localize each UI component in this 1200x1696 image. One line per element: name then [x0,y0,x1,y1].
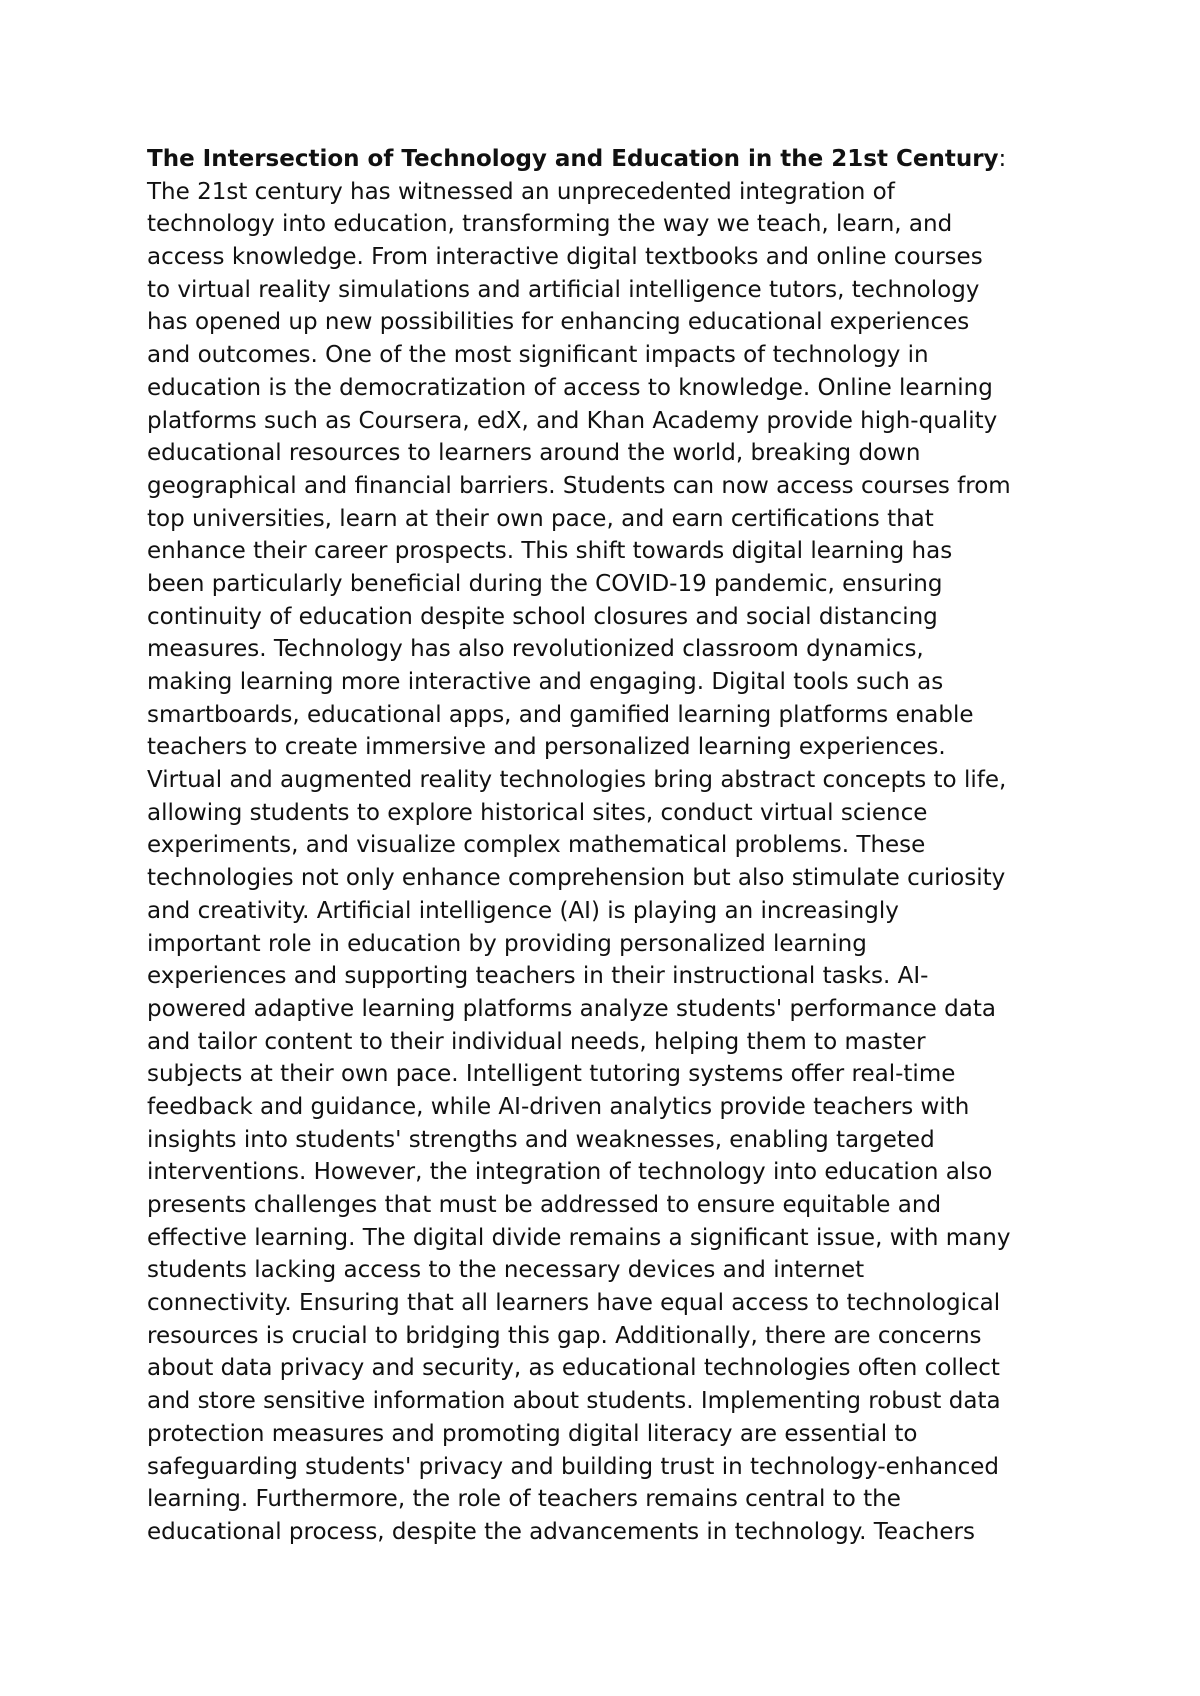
body-line: been particularly beneficial during the COVID-19 pandemic, ensuring [147,570,943,597]
body-line: effective learning. The digital divide remains a significant issue, with many [147,1224,1011,1251]
document-body [147,143,1087,1549]
title-colon: : [998,146,1007,172]
body-line: continuity of education despite school closures and social distancing [147,603,938,630]
body-line: access knowledge. From interactive digital textbooks and online courses [147,244,983,271]
body-line: interventions. However, the integration of technology into education also [147,1159,993,1186]
body-text [147,176,1087,1549]
body-line: about data privacy and security, as educational technologies often collect [147,1355,1000,1382]
title-line [147,143,1087,176]
body-line: technology into education, transforming the way we teach, learn, and [147,211,953,238]
body-line: allowing students to explore historical sites, conduct virtual science [147,799,928,826]
body-line: to virtual reality simulations and artificial intelligence tutors, technology [147,276,980,303]
body-line: resources is crucial to bridging this gap. Additionally, there are concerns [147,1322,982,1349]
body-line: powered adaptive learning platforms analyze students' performance data [147,995,996,1022]
body-line: making learning more interactive and engaging. Digital tools such as [147,669,944,695]
body-line: enhance their career prospects. This shift towards digital learning has [147,538,953,565]
body-line: and creativity. Artificial intelligence (AI) is playing an increasingly [147,897,899,924]
body-line: students lacking access to the necessary devices and internet [147,1257,865,1284]
body-line: top universities, learn at their own pace, and earn certifications that [147,505,934,532]
body-line: and outcomes. One of the most significant impacts of technology in [147,342,929,369]
body-line: smartboards, educational apps, and gamified learning platforms enable [147,701,974,728]
body-line: connectivity. Ensuring that all learners have equal access to technological [147,1290,1001,1317]
body-line: important role in education by providing personalized learning [147,930,867,957]
body-line: insights into students' strengths and weaknesses, enabling targeted [147,1126,935,1153]
body-line: learning. Furthermore, the role of teachers remains central to the [147,1486,901,1513]
body-line: technologies not only enhance comprehension but also stimulate curiosity [147,865,1006,892]
body-line: The 21st century has witnessed an unprecedented integration of [147,178,895,205]
body-line: geographical and financial barriers. Students can now access courses from [147,472,1011,499]
body-line: educational process, despite the advancements in technology. Teachers [147,1518,975,1545]
body-line: feedback and guidance, while AI-driven analytics provide teachers with [147,1093,970,1120]
body-line: and tailor content to their individual needs, helping them to master [147,1028,926,1055]
body-line: experiments, and visualize complex mathematical problems. These [147,832,926,859]
body-line: presents challenges that must be addressed to ensure equitable and [147,1192,942,1218]
body-line: teachers to create immersive and personalized learning experiences. [147,734,946,761]
body-line: experiences and supporting teachers in their instructional tasks. AI- [147,963,929,990]
body-line: platforms such as Coursera, edX, and Khan Academy provide high-quality [147,407,998,434]
body-line: education is the democratization of access to knowledge. Online learning [147,374,993,401]
body-line: safeguarding students' privacy and building trust in technology-enhanced [147,1453,1000,1480]
body-line: has opened up new possibilities for enhancing educational experiences [147,309,970,336]
document-title: The Intersection of Technology and Education in the 21st Century [147,146,999,172]
body-line: subjects at their own pace. Intelligent tutoring systems offer real-time [147,1061,956,1088]
body-line: Virtual and augmented reality technologies bring abstract concepts to life, [147,767,1007,794]
body-line: measures. Technology has also revolutionized classroom dynamics, [147,636,924,663]
body-line: and store sensitive information about students. Implementing robust data [147,1388,1001,1415]
body-line: protection measures and promoting digital literacy are essential to [147,1420,918,1447]
body-line: educational resources to learners around the world, breaking down [147,440,921,467]
